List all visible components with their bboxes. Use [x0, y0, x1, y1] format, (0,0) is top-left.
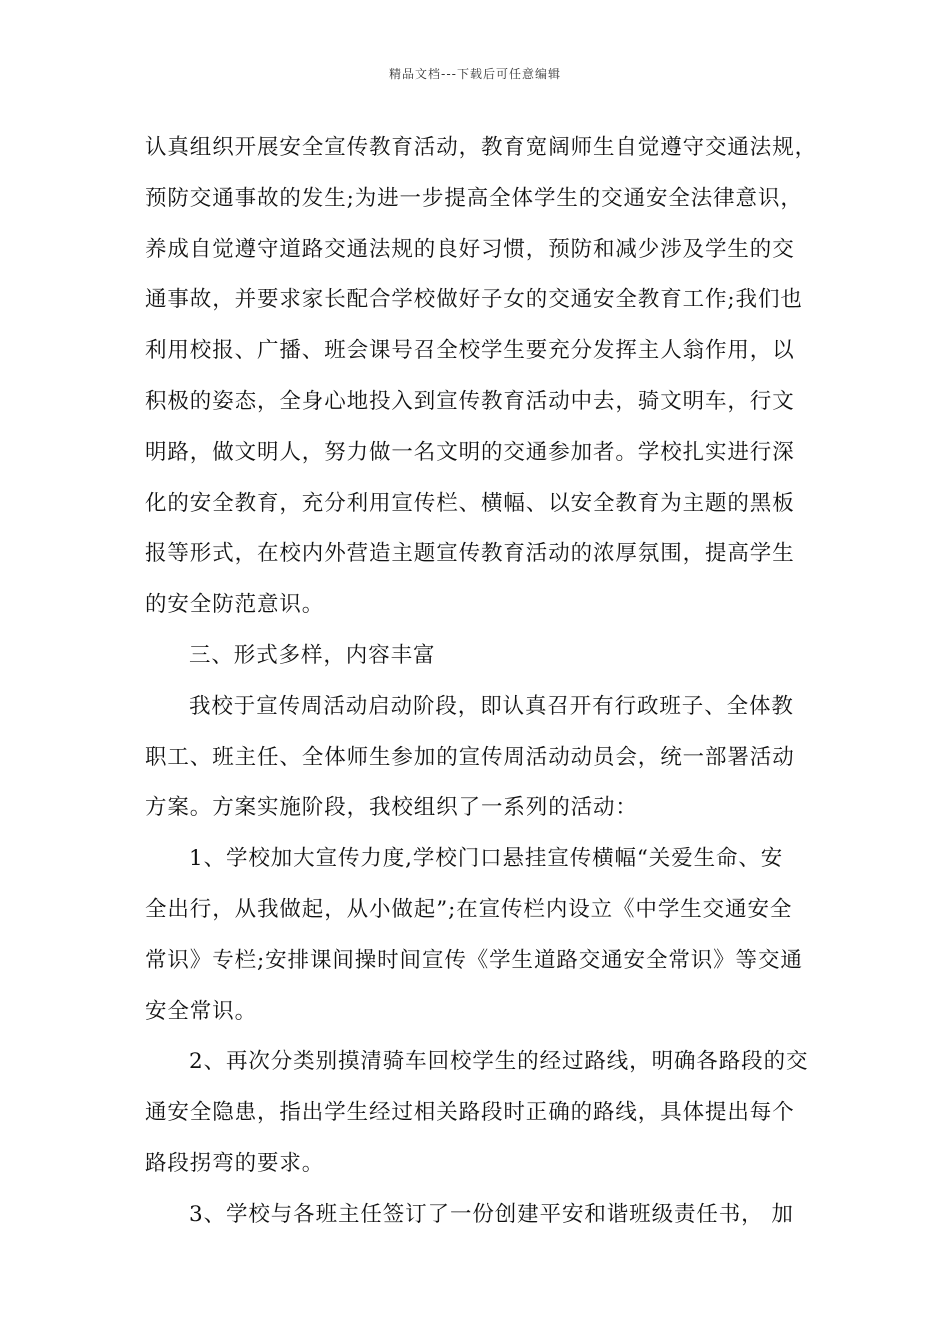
page-header: 精品文档---下载后可任意编辑: [389, 67, 561, 81]
text-line: 养成自觉遵守道路交通法规的良好习惯，预防和减少涉及学生的交: [145, 236, 795, 262]
list-item-line: 2、再次分类别摸清骑车回校学生的经过路线，明确各路段的交: [189, 1049, 809, 1075]
document-body: [145, 128, 818, 1246]
text-line: 报等形式，在校内外营造主题宣传教育活动的浓厚氛围，提高学生: [145, 541, 795, 567]
text-line: 通事故，并要求家长配合学校做好子女的交通安全教育工作;我们也: [145, 287, 803, 313]
list-item-line: 3、学校与各班主任签订了一份创建平安和谐班级责任书， 加: [189, 1201, 794, 1227]
section-heading: 三、形式多样，内容丰富: [189, 642, 436, 668]
text-line: 安全常识。: [145, 998, 258, 1024]
text-line: 利用校报、广播、班会课号召全校学生要充分发挥主人翁作用，以: [145, 338, 795, 364]
text-line: 积极的姿态，全身心地投入到宣传教育活动中去，骑文明车，行文: [145, 388, 795, 414]
text-line: 我校于宣传周活动启动阶段，即认真召开有行政班子、全体教: [189, 693, 794, 719]
text-line: 方案。方案实施阶段，我校组织了一系列的活动：: [145, 795, 638, 821]
text-line: 的安全防范意识。: [145, 592, 325, 618]
text-line: 常识》专栏;安排课间操时间宣传《学生道路交通安全常识》等交通: [145, 947, 803, 973]
text-line: 化的安全教育，充分利用宣传栏、横幅、以安全教育为主题的黑板: [145, 490, 795, 516]
list-item-line: 1、学校加大宣传力度,学校门口悬挂宣传横幅“关爱生命、安: [189, 846, 784, 872]
text-line: 路段拐弯的要求。: [145, 1150, 325, 1176]
text-line: 全出行，从我做起，从小做起”;在宣传栏内设立《中学生交通安全: [145, 896, 793, 922]
text-line: 认真组织开展安全宣传教育活动，教育宽阔师生自觉遵守交通法规，: [145, 135, 818, 160]
text-line: 明路，做文明人，努力做一名文明的交通参加者。学校扎实进行深: [145, 439, 795, 465]
text-line: 通安全隐患，指出学生经过相关路段时正确的路线，具体提出每个: [145, 1100, 795, 1126]
text-line: 职工、班主任、全体师生参加的宣传周活动动员会，统一部署活动: [145, 744, 795, 770]
text-line: 预防交通事故的发生;为进一步提高全体学生的交通安全法律意识，: [145, 185, 803, 211]
